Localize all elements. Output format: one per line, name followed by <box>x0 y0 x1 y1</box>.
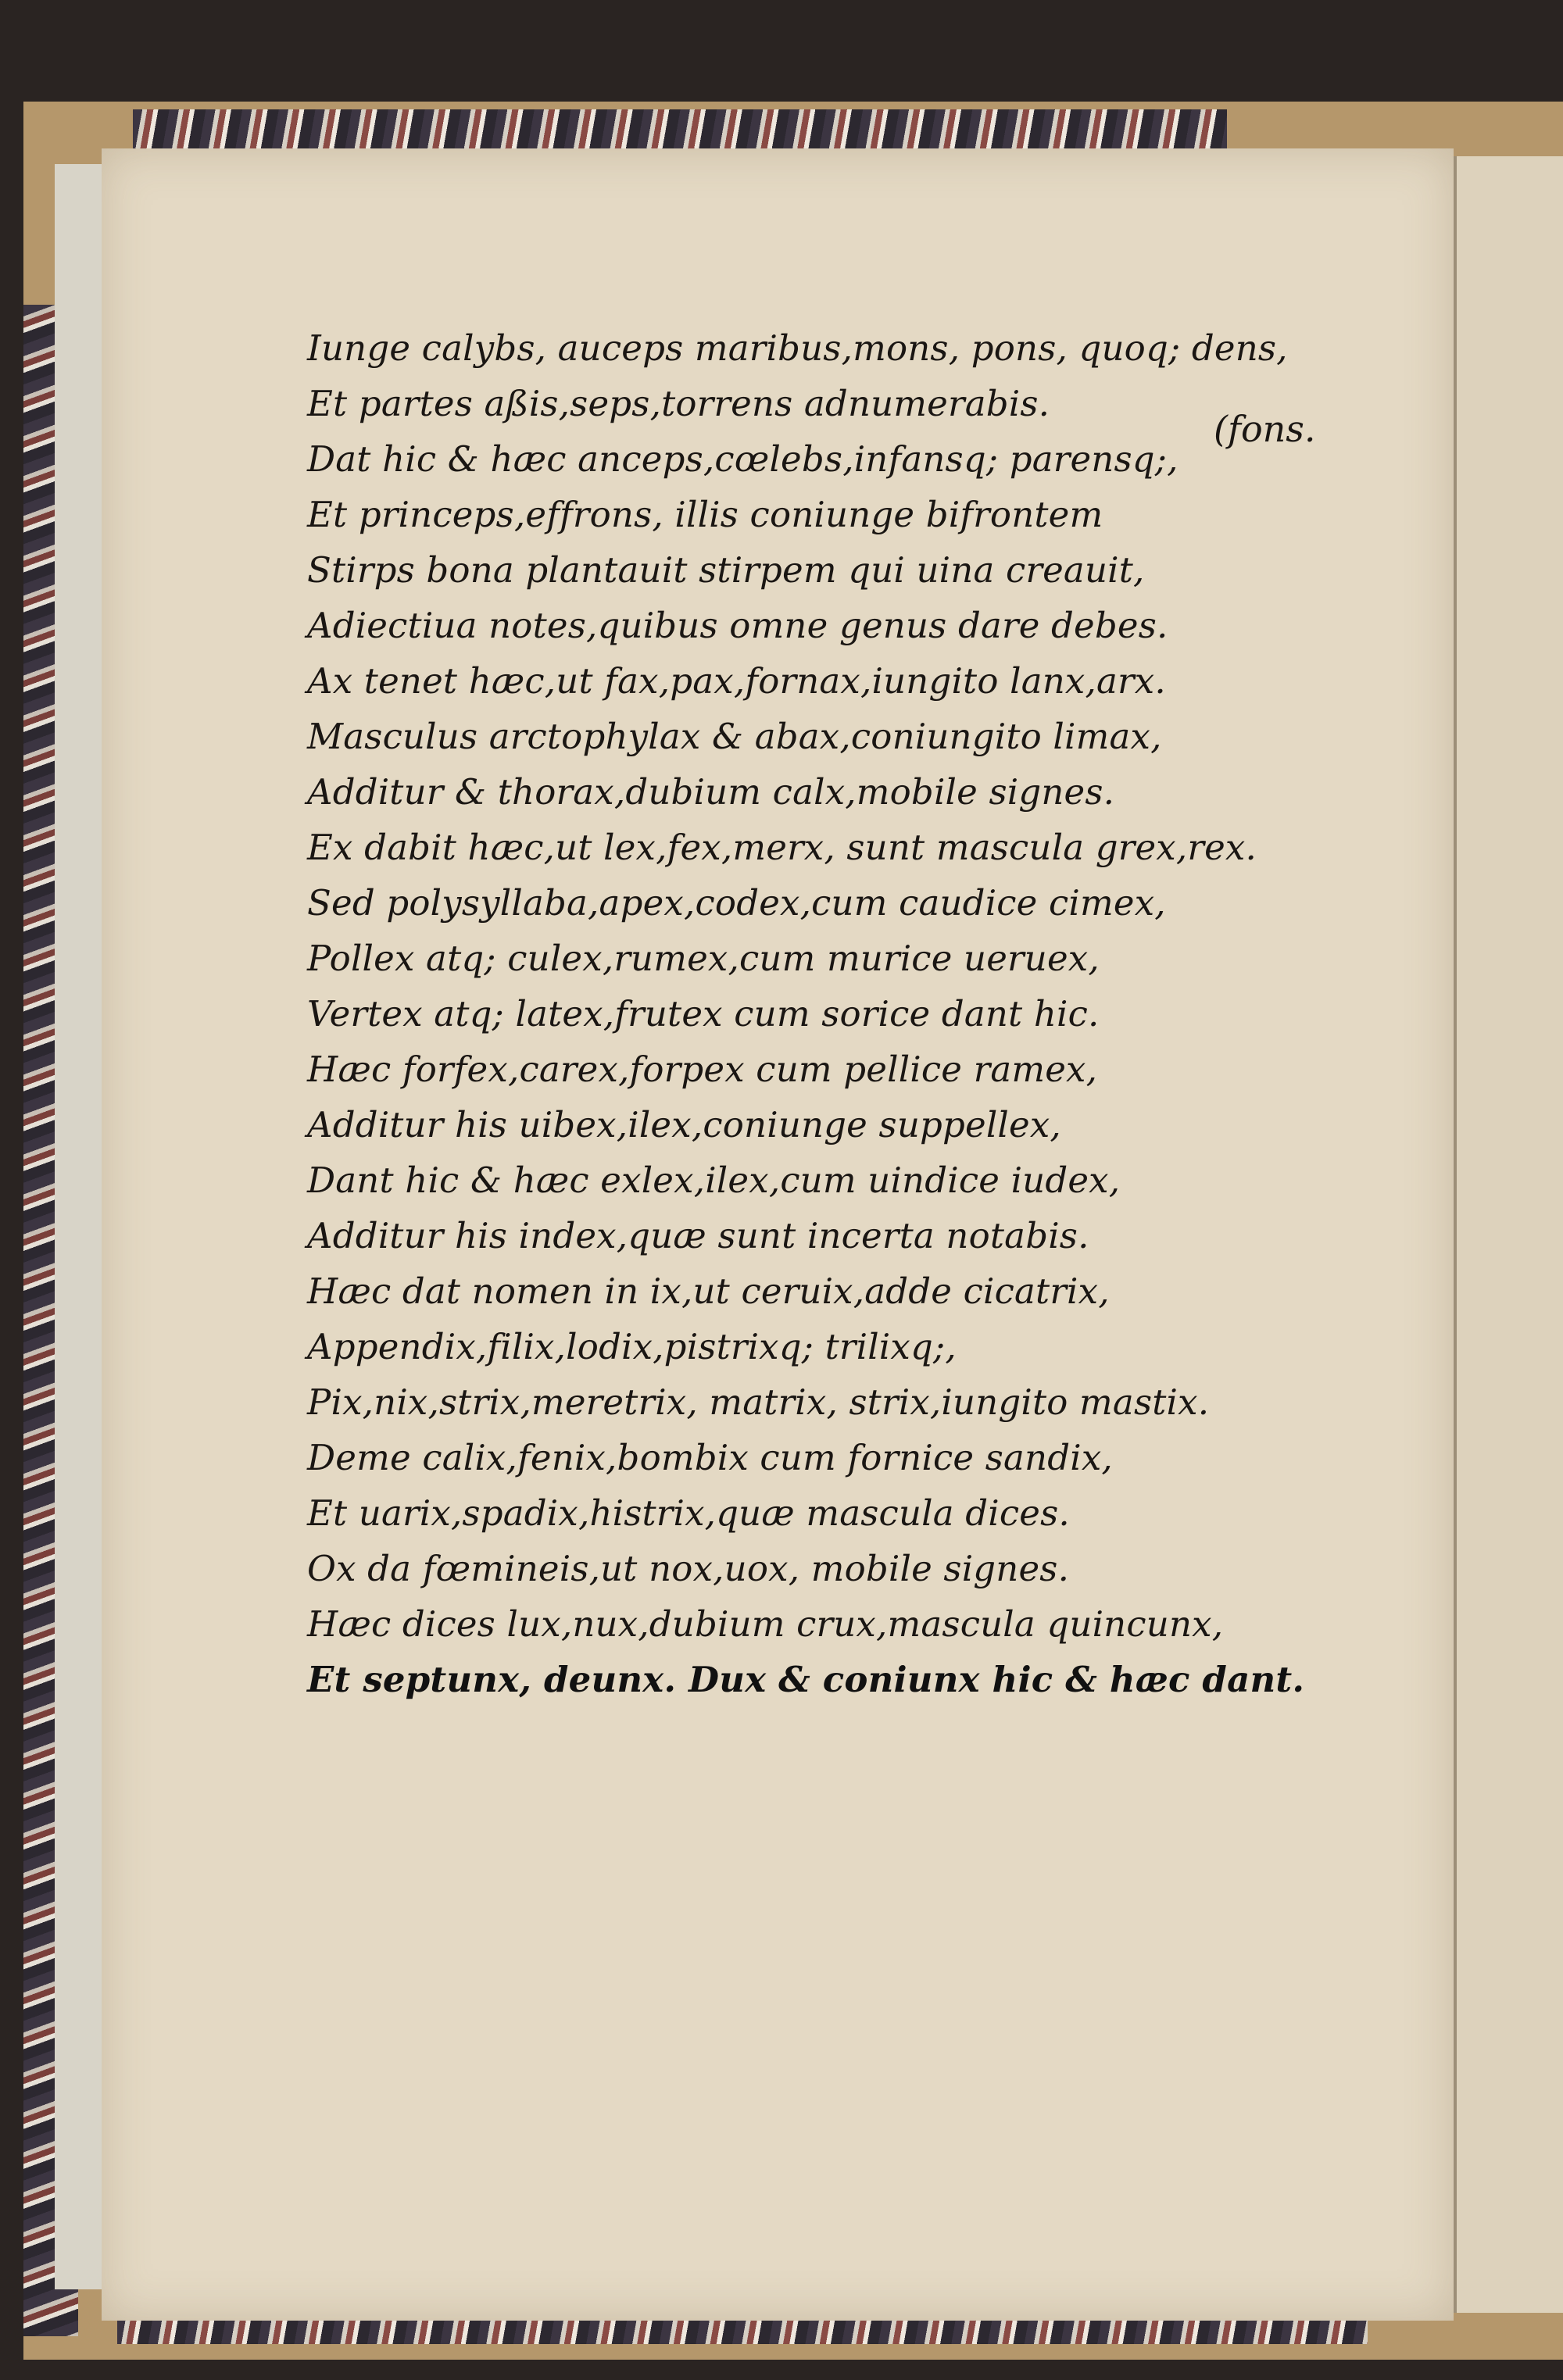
verse-line: Dat hic & hæc anceps,cœlebs,infansq; parensq;, <box>307 438 1179 480</box>
verse-line: Et uarix,spadix,histrix,quæ mascula dices. <box>307 1492 1070 1534</box>
verse-line: Ax tenet hæc,ut fax,pax,fornax,iungito lanx,arx. <box>307 660 1166 702</box>
verse-line: Iunge calybs, auceps maribus,mons, pons, quoq; dens, <box>307 327 1288 369</box>
verse-line: Vertex atq; latex,frutex cum sorice dant hic. <box>307 993 1100 1035</box>
verse-line: Masculus arctophylax & abax,coniungito limax, <box>307 716 1162 757</box>
marginal-continuation: (fons. <box>1214 408 1316 450</box>
verse-line: Hæc forfex,carex,forpex cum pellice ramex, <box>307 1049 1098 1090</box>
verse-line: Appendix,filix,lodix,pistrixq; trilixq;, <box>307 1326 957 1367</box>
verse-line: Stirps bona plantauit stirpem qui uina creauit, <box>307 549 1145 591</box>
verse-line: Pollex atq; culex,rumex,cum murice ueruex, <box>307 938 1100 979</box>
verse-line: Pix,nix,strix,meretrix, matrix, strix,iungito mastix. <box>307 1381 1210 1423</box>
endpaper <box>55 164 102 2289</box>
verse-text <box>307 320 1354 1707</box>
verse-line: Dant hic & hæc exlex,ilex,cum uindice iudex, <box>307 1160 1121 1201</box>
facing-page <box>1454 156 1563 2313</box>
verse-line: Ox da fœmineis,ut nox,uox, mobile signes. <box>307 1548 1070 1589</box>
verse-line: Hæc dices lux,nux,dubium crux,mascula quincunx, <box>307 1603 1224 1645</box>
verse-line: Et partes aßis,seps,torrens adnumerabis. <box>307 383 1050 424</box>
verse-line: Sed polysyllaba,apex,codex,cum caudice cimex, <box>307 882 1166 924</box>
verse-line: Et septunx, deunx. Dux & coniunx hic & hæc dant. <box>307 1659 1305 1700</box>
verse-line: Hæc dat nomen in ix,ut ceruix,adde cicatrix, <box>307 1270 1110 1312</box>
verse-line: Deme calix,fenix,bombix cum fornice sandix, <box>307 1437 1113 1478</box>
verse-line: Additur his index,quæ sunt incerta notabis. <box>307 1215 1089 1256</box>
verse-line: Adiectiua notes,quibus omne genus dare debes. <box>307 605 1168 646</box>
verse-line: Ex dabit hæc,ut lex,fex,merx, sunt mascula grex,rex. <box>307 827 1257 868</box>
verse-line: Additur & thorax,dubium calx,mobile signes. <box>307 771 1115 813</box>
verse-line: Et princeps,effrons, illis coniunge bifrontem <box>307 494 1103 535</box>
verse-line: Additur his uibex,ilex,coniunge suppellex, <box>307 1104 1061 1145</box>
